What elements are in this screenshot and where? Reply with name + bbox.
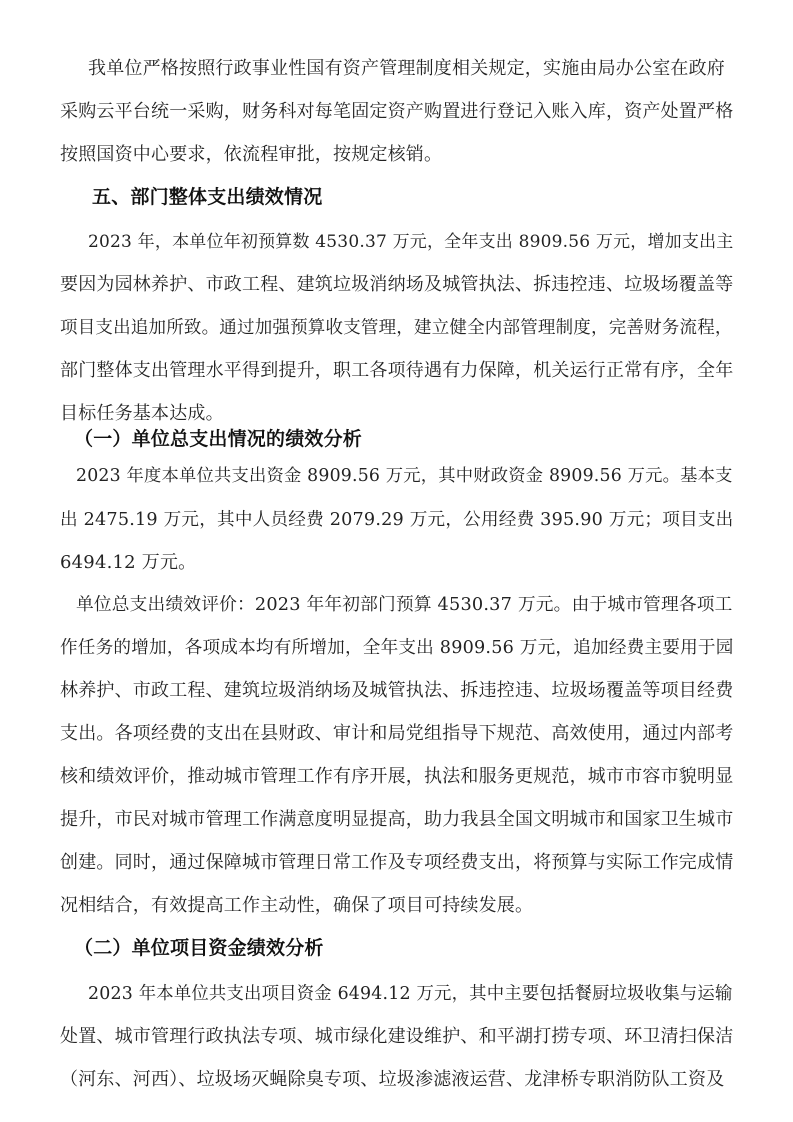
paragraph-4-line-7: 创建。同时，通过保障城市管理日常工作及专项经费支出，将预算与实际工作完成情 (60, 852, 734, 873)
section-5-heading: 五、部门整体支出绩效情况 (92, 186, 323, 208)
paragraph-1-line-2: 采购云平台统一采购，财务科对每笔固定资产购置进行登记入账入库，资产处置严格 (60, 101, 734, 122)
subsection-1-heading: （一）单位总支出情况的绩效分析 (74, 428, 363, 450)
paragraph-5-line-1: 2023 年本单位共支出项目资金 6494.12 万元，其中主要包括餐厨垃圾收集与运输 (88, 984, 733, 1004)
paragraph-2-line-4: 部门整体支出管理水平得到提升，职工各项待遇有力保障，机关运行正常有序，全年 (60, 360, 734, 381)
paragraph-4-line-6: 提升，市民对城市管理工作满意度明显提高，助力我县全国文明城市和国家卫生城市 (60, 809, 734, 830)
paragraph-1-line-1: 我单位严格按照行政事业性国有资产管理制度相关规定，实施由局办公室在政府 (88, 58, 725, 79)
paragraph-4-line-8: 况相结合，有效提高工作主动性，确保了项目可持续发展。 (60, 895, 534, 916)
paragraph-3-line-2: 出 2475.19 万元，其中人员经费 2079.29 万元，公用经费 395.90 万元；项目支出 (60, 510, 734, 530)
paragraph-5-line-3: （河东、河西）、垃圾场灭蝇除臭专项、垃圾渗滤液运营、龙津桥专职消防队工资及 (60, 1069, 725, 1090)
paragraph-4-line-5: 核和绩效评价，推动城市管理工作有序开展，执法和服务更规范，城市市容市貌明显 (60, 766, 734, 787)
paragraph-1-line-3: 按照国资中心要求，依流程审批，按规定核销。 (60, 144, 443, 165)
paragraph-4-line-2: 作任务的增加，各项成本均有所增加，全年支出 8909.56 万元，追加经费主要用于园 (60, 638, 734, 658)
subsection-2-heading: （二）单位项目资金绩效分析 (74, 937, 324, 959)
paragraph-2-line-5: 目标任务基本达成。 (60, 403, 224, 424)
paragraph-2-line-3: 项目支出追加所致。通过加强预算收支管理，建立健全内部管理制度，完善财务流程， (60, 318, 733, 338)
paragraph-2-line-2: 要因为园林养护、市政工程、建筑垃圾消纳场及城管执法、拆违控违、垃圾场覆盖等 (60, 274, 734, 295)
paragraph-3-line-1: 2023 年度本单位共支出资金 8909.56 万元，其中财政资金 8909.56 万元。基本支 (76, 466, 733, 486)
paragraph-2-line-1: 2023 年，本单位年初预算数 4530.37 万元，全年支出 8909.56 万元，增加支出主 (88, 232, 734, 252)
paragraph-3-line-3: 6494.12 万元。 (60, 552, 197, 573)
paragraph-4-line-3: 林养护、市政工程、建筑垃圾消纳场及城管执法、拆违控违、垃圾场覆盖等项目经费 (60, 680, 734, 701)
paragraph-4-line-4: 支出。各项经费的支出在县财政、审计和局党组指导下规范、高效使用，通过内部考 (60, 723, 734, 744)
paragraph-5-line-2: 处置、城市管理行政执法专项、城市绿化建设维护、和平湖打捞专项、环卫清扫保洁 (60, 1026, 734, 1047)
paragraph-4-line-1: 单位总支出绩效评价：2023 年年初部门预算 4530.37 万元。由于城市管理各项工 (76, 595, 733, 615)
